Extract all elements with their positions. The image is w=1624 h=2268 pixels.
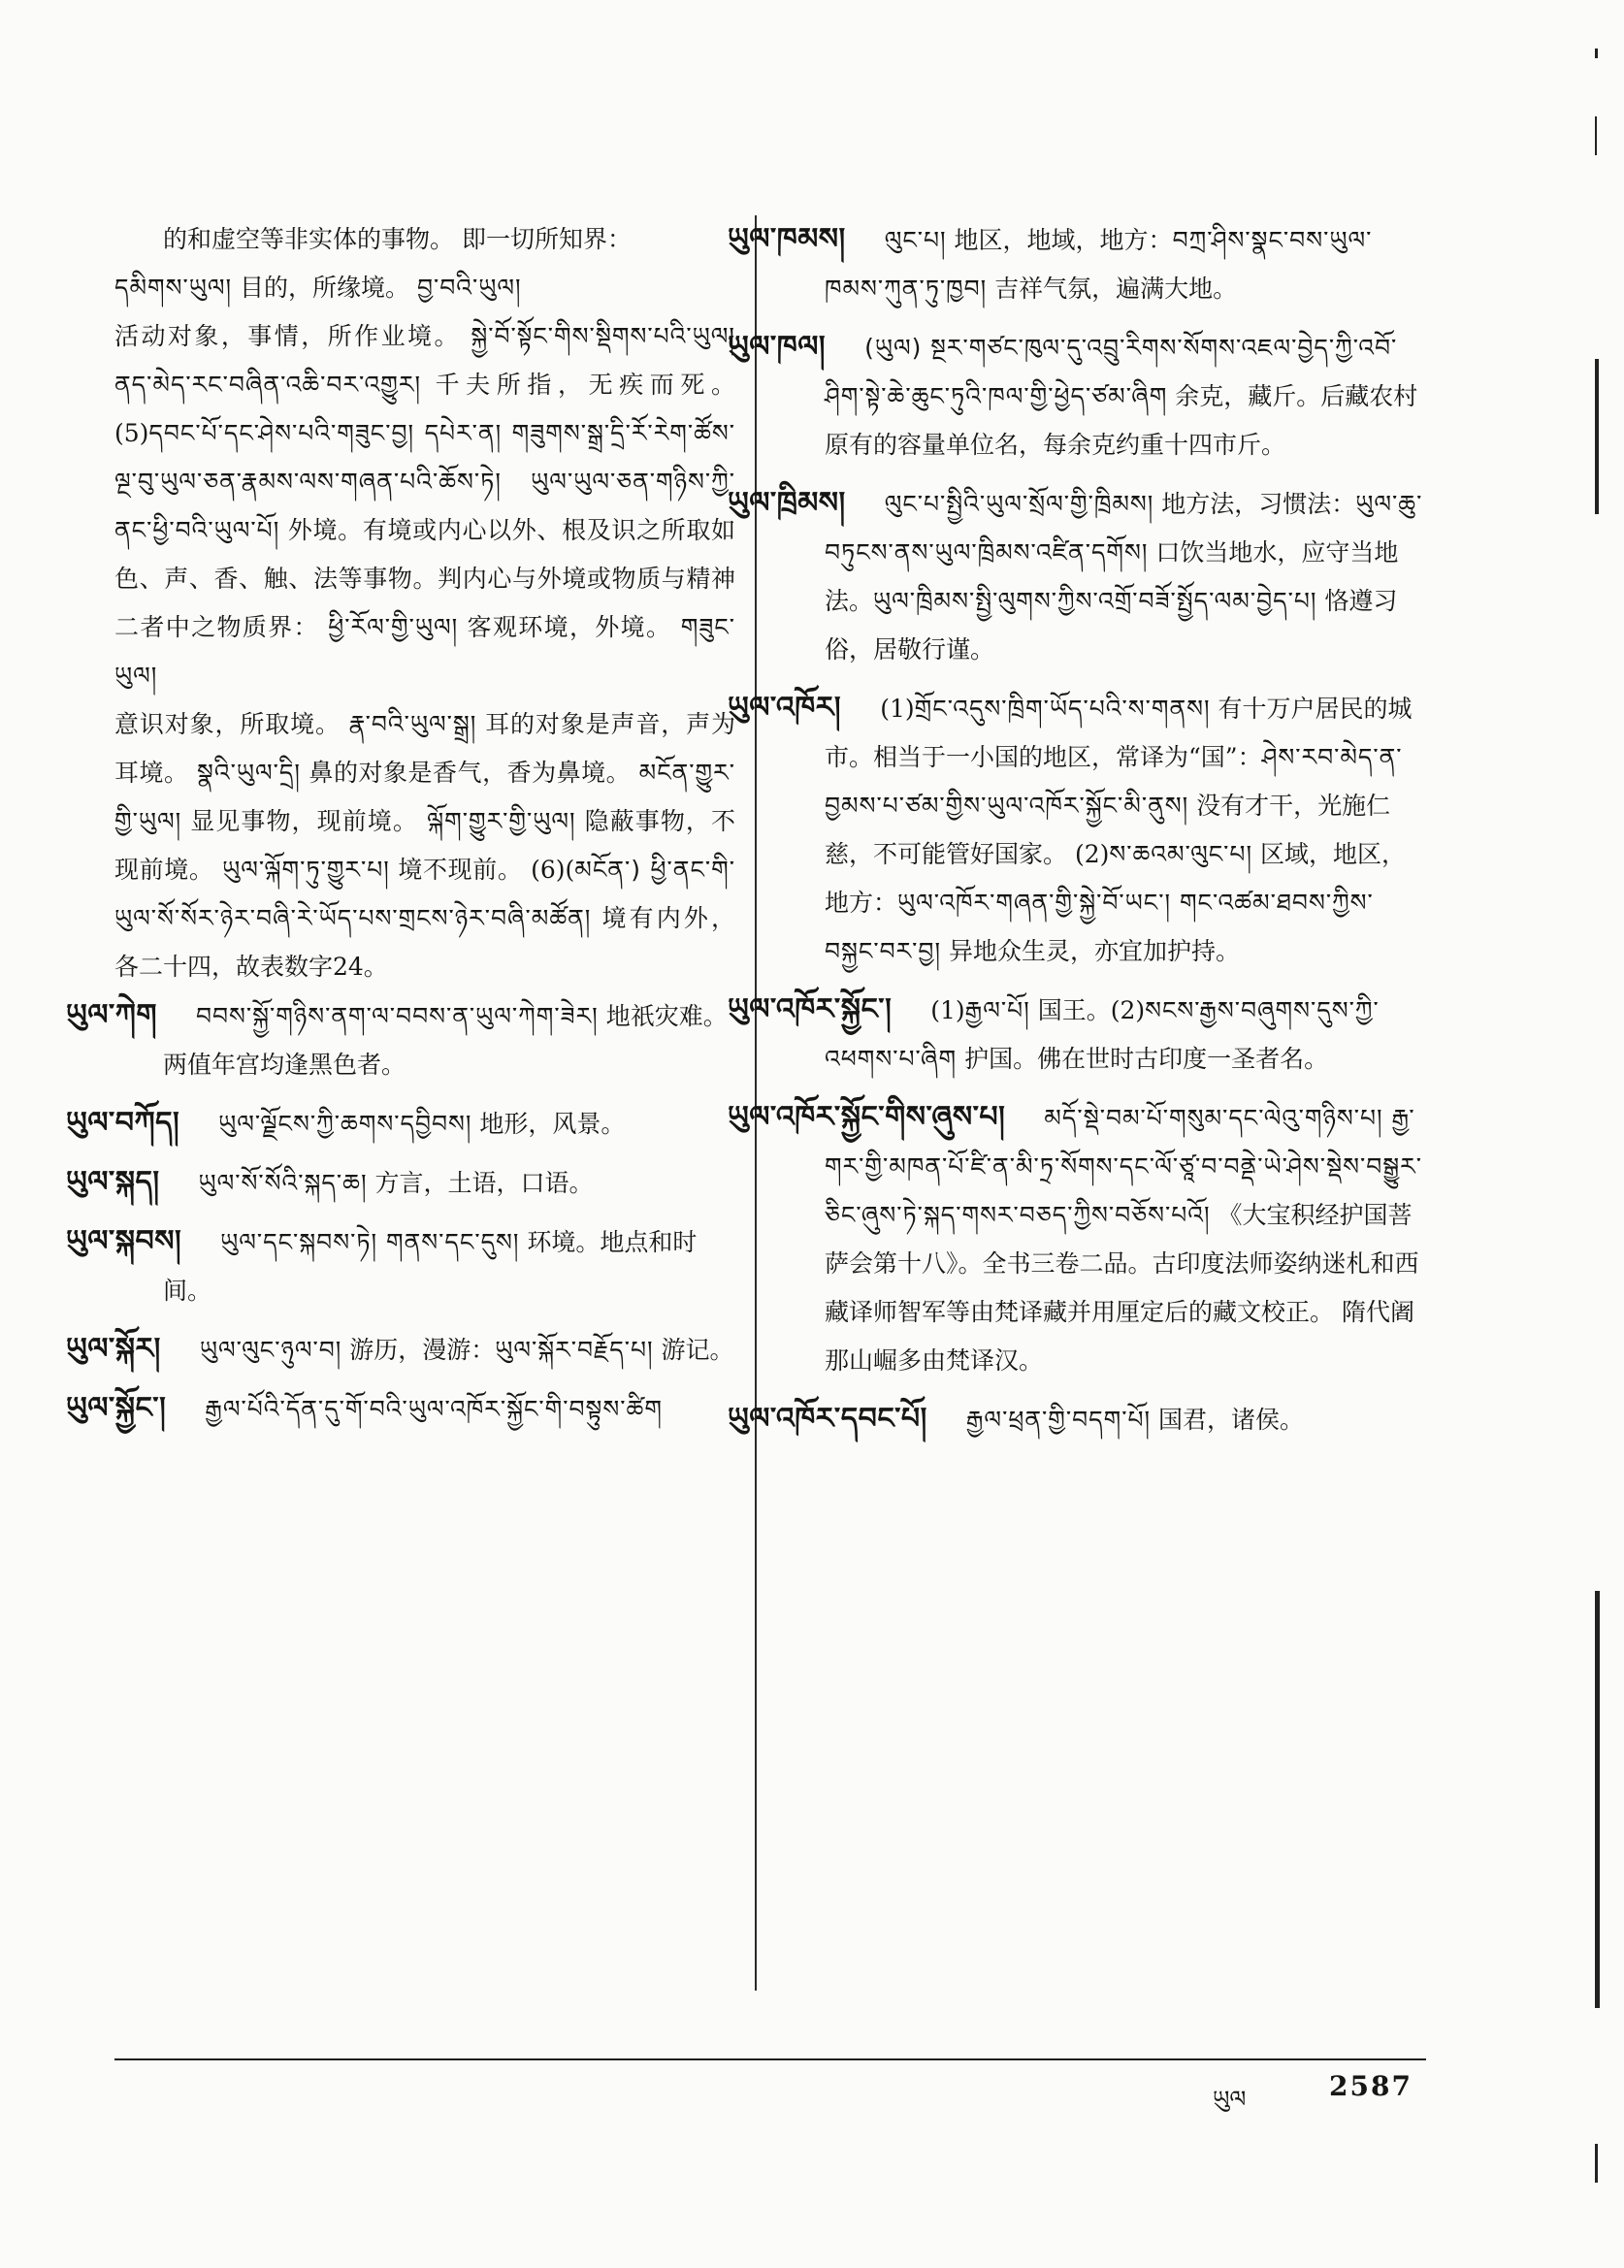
entry-yul-khor-dbang-po [728, 1395, 1426, 1444]
entry-zh-sense-2: 区域，地区，地方： [825, 840, 1406, 917]
entry-headword: ཡུལ་སྐྱོང་། [66, 1391, 167, 1425]
intro-zh-14: 境不现前。 [389, 856, 523, 884]
intro-zh-15b: 境有内外，各二十四，故表数字24。 [114, 904, 735, 981]
right-column [728, 215, 1426, 1454]
entry-headword: ཡུལ་ཁྲིམས། [728, 486, 846, 520]
entry-zh-example: 游记。 [653, 1336, 734, 1364]
intro-zh-12: 显见事物，现前境。 [181, 807, 418, 835]
entry-tib-example-2: ཡུལ་ཁྲིམས་སྤྱི་ལུགས་ཀྱིས་འགྲོ་བཟོ་སྤྱོད་ལམ་བྱེད་པ། [873, 587, 1317, 615]
entry-zh: 环境。地点和时间。 [163, 1228, 698, 1305]
entry-zh: 有十万户居民的城市。相当于一小国的地区，常译为“国”： [825, 695, 1413, 771]
entry-zh: 《大宝积经护国菩萨会第十八》。全书三卷二品。古印度法师姿纳迷札和西藏译师智军等由梵译藏并用厘定后的藏文校正。 隋代阇那山崛多由梵译汉。 [825, 1201, 1419, 1375]
left-intro-paragraph [114, 215, 735, 991]
entry-headword: ཡུལ་འཁོར་སྐྱོང་གིས་ཞུས་པ། [728, 1100, 1006, 1134]
intro-tib-2: བྱ་བའི་ཡུལ། [416, 274, 522, 302]
page-edge-marks [1595, 0, 1603, 2268]
intro-zh-6: 外境。有境或内心以外、根及识之所取如色、声、香、触、法等事物。判内心与外境或物质与精神二者中之物质界： [114, 516, 735, 641]
entry-tib: ཡུལ་ལྗོངས་ཀྱི་ཆགས་དབྱིབས། [218, 1110, 472, 1138]
entry-tib: བབས་སྐྱོ་གཉིས་ནག་ལ་བབས་ན་ཡུལ་ཀེག་ཟེར། [195, 1002, 599, 1030]
entry-yul-bkod [66, 1099, 735, 1149]
entry-headword: ཡུལ་སྐོར། [66, 1332, 161, 1366]
entry-yul-khor-skyong [728, 986, 1426, 1084]
entry-tib-sense-2: སངས་རྒྱས་བཞུགས་དུས་ཀྱི་འཕགས་པ་ཞིག [825, 996, 1380, 1073]
intro-zh-5: (5) [114, 419, 149, 447]
entry-headword: ཡུལ་ཀེག [66, 998, 157, 1032]
entry-headword: ཡུལ་འཁོར་དབང་པོ། [728, 1402, 927, 1436]
running-head: ཡུལ [1213, 2086, 1247, 2113]
entry-tib: རྒྱལ་ཕྲན་གྱི་བདག་པོ། [965, 1406, 1152, 1434]
entry-tib: ཡུལ་ལུང་ཉུལ་བ། [199, 1336, 342, 1364]
entry-zh: 地形，风景。 [471, 1110, 626, 1138]
entry-zh: 方言，土语，口语。 [367, 1169, 594, 1197]
entry-headword: ཡུལ་འཁོར་སྐྱོང་། [728, 992, 893, 1026]
entry-tib: ལུང་པ། [884, 226, 947, 254]
intro-zh-10: 耳的对象是声音，声为耳境。 [114, 710, 735, 787]
entry-tib: (ཡུལ) སྔར་གཙང་ཁུལ་དུ་འབྲུ་རིགས་སོགས་འཇལ་བྱེད་ཀྱི་འབོ་ཤིག་སྟེ་ཆེ་ཆུང་ཏུའི་ཁལ་གྱི་ཕྱེད་ཙམ་ཞིག [825, 334, 1398, 410]
entry-zh: 地区，地域，地方： [946, 226, 1173, 254]
entry-headword: ཡུལ་སྐབས། [66, 1224, 182, 1258]
intro-zh-4: 千夫所指，无疾而死。 [421, 371, 735, 399]
entry-zh: 游历，漫游： [341, 1336, 496, 1364]
entry-headword: ཡུལ་སྐད། [66, 1165, 160, 1199]
intro-tib-15: མངོན་) ཕྱི་ནང་གི་ཡུལ་སོ་སོར་ཉེར་བཞི་རེ་ཡོད་པས་གྲངས་ཉེར་བཞི་མཚོན། [114, 856, 735, 932]
entry-yul-khor-skyong-zhus-pa [728, 1093, 1426, 1385]
entry-yul-skabs [66, 1217, 735, 1315]
entry-zh-example-2: 恪遵习俗，居敬行谨。 [825, 587, 1398, 664]
entry-yul-skad [66, 1158, 735, 1208]
intro-tib-12: མངོན་གྱུར་གྱི་ཡུལ། [114, 759, 735, 835]
intro-zh-9: 意识对象，所取境。 [114, 710, 341, 738]
intro-tib-8: གཟུང་ཡུལ། [114, 613, 735, 690]
entry-yul-skor [66, 1325, 735, 1375]
intro-tib-7: ཕྱི་རོལ་གྱི་ཡུལ། [328, 613, 459, 641]
entry-yul-khal [728, 323, 1426, 470]
entry-tib: གྲོང་འདུས་ཁྲིག་ཡོད་པའི་ས་གནས། [914, 695, 1211, 723]
entry-yul-khrims [728, 479, 1426, 674]
intro-zh-11: 鼻的对象是香气，香为鼻境。 [300, 759, 632, 787]
entry-zh-example: 没有才干，光施仁慈，不可能管好国家。 (2) [825, 792, 1391, 868]
page-number: 2587 [1329, 2070, 1413, 2102]
entry-tib: རྒྱལ་པོའི་དོན་དུ་གོ་བའི་ཡུལ་འཁོར་སྐྱོང་གི་བསྟུས་ཚིག [205, 1395, 663, 1423]
entry-yul-khams [728, 215, 1426, 313]
entry-zh: 地方法，习惯法： [1153, 490, 1356, 518]
intro-tib-11: སྣའི་ཡུལ་དྲི། [197, 759, 301, 787]
intro-tib-5: དབང་པོ་དང་ཤེས་པའི་གཟུང་བྱ། དཔེར་ན། གཟུགས་སྒྲ་དྲི་རོ་རེག་ཚོས་ལྔ་བུ་ཡུལ་ཅན་རྣམས་ལས་གཞན་པའི་ཆོས་ཏེ། ཡུལ་ཡུལ་ཅན་གཉིས་ཀྱི་ནང་ཕྱི་བའི་ཡུལ་པོ། [114, 419, 735, 544]
intro-tib-4: སྐྱེ་བོ་སྟོང་གིས་སྡིགས་པའི་ཡུལ། ནད་མེད་རང་བཞིན་འཆི་བར་འགྱུར། [114, 322, 735, 399]
intro-zh-15: (6)( [531, 856, 575, 884]
intro-tib-14: ཡུལ་ལྐོག་ཏུ་གྱུར་པ། [222, 856, 390, 884]
entry-tib: ཡུལ་དང་སྐབས་ཏེ། གནས་དང་དུས། [220, 1228, 520, 1256]
entry-tib-example: ཡུལ་ཆུ་བཏུངས་ནས་ཡུལ་ཁྲིམས་འཛིན་དགོས། [825, 490, 1423, 567]
entry-headword: ཡུལ་བཀོད། [66, 1106, 180, 1140]
intro-zh-7: 客观环境，外境。 [458, 613, 672, 641]
entry-yul-keg [66, 991, 735, 1089]
entry-headword: ཡུལ་ཁམས། [728, 222, 846, 256]
entry-zh: 余克，藏斤。后藏农村原有的容量单位名，每余克约重十四市斤。 [825, 382, 1418, 459]
entry-zh-example-2: 异地众生灵，亦宜加护持。 [941, 937, 1240, 965]
entry-tib-example: ཡུལ་སྐོར་བརྗོད་པ། [495, 1336, 654, 1364]
entry-tib: ཡུལ་སོ་སོའི་སྐད་ཆ། [198, 1169, 368, 1197]
entry-sense-1: (1) [930, 996, 965, 1024]
intro-zh-13: 隐蔽事物，不现前境。 [114, 807, 735, 884]
entry-zh-example: 口饮当地水，应守当地法。 [825, 538, 1399, 615]
entry-tib: རྒྱལ་པོ། [964, 996, 1030, 1024]
entry-tib: ལུང་པ་སྤྱིའི་ཡུལ་སྲོལ་གྱི་ཁྲིམས། [884, 490, 1154, 518]
intro-tib-10: རྣ་བའི་ཡུལ་སྒྲ། [348, 710, 477, 738]
entry-headword: ཡུལ་ཁལ། [728, 330, 827, 364]
entry-tib-example: ཤེས་རབ་མེད་ན་བྱམས་པ་ཙམ་གྱིས་ཡུལ་འཁོར་སྐྱོང་མི་ནུས། [825, 743, 1403, 820]
entry-zh-sense-2: 护国。佛在世时古印度一圣者名。 [957, 1045, 1329, 1073]
left-column [66, 215, 735, 1443]
intro-zh-3: 活动对象，事情，所作业境。 [114, 322, 461, 350]
intro-zh-1: 目的，所缘境。 [232, 274, 410, 302]
entry-zh: 国君，诸侯。 [1151, 1406, 1305, 1434]
entry-yul-skyong [66, 1384, 735, 1434]
entry-sense-1: (1) [880, 695, 915, 723]
entry-zh: 地祇灾难。两值年宫均逢黑色者。 [163, 1002, 728, 1079]
intro-tib-13: ལྐོག་གྱུར་གྱི་ཡུལ། [426, 807, 576, 835]
entry-yul-khor [728, 684, 1426, 976]
entry-tib-example-2: ཡུལ་འཁོར་གཞན་གྱི་སྐྱེ་བོ་ཡང་། གང་འཚམ་ཐབས་ཀྱིས་བསྐྱང་བར་བྱ། [825, 889, 1374, 965]
entry-tib: མདོ་སྡེ་བམ་པོ་གསུམ་དང་ལེའུ་གཉིས་པ། རྒྱ་གར་གྱི་མཁན་པོ་ཛི་ན་མི་ཏྲ་སོགས་དང་ལོ་ཙཱ་བ་བནྡེ་ཡེ་ཤེས་སྡེས་བསྒྱུར་ཅིང་ཞུས་ཏེ་སྐད་གསར་བཅད་ཀྱིས་བཅོས་པའོ། [825, 1104, 1423, 1229]
entry-headword: ཡུལ་འཁོར། [728, 691, 842, 725]
entry-tib-sense-2: ས་ཆའམ་ལུང་པ། [1109, 840, 1253, 868]
entry-tib-example: བཀྲ་ཤིས་སྣང་བས་ཡུལ་ཁམས་ཀུན་ཏུ་ཁྱབ། [825, 226, 1373, 303]
entry-zh: 国王。(2) [1029, 996, 1146, 1024]
intro-text-0: 的和虚空等非实体的事物。 即一切所知界： [163, 225, 632, 253]
footer-rule [114, 2058, 1426, 2060]
intro-tib-1: དམིགས་ཡུལ། [114, 274, 233, 302]
entry-zh-example: 吉祥气氛，遍满大地。 [987, 275, 1238, 303]
